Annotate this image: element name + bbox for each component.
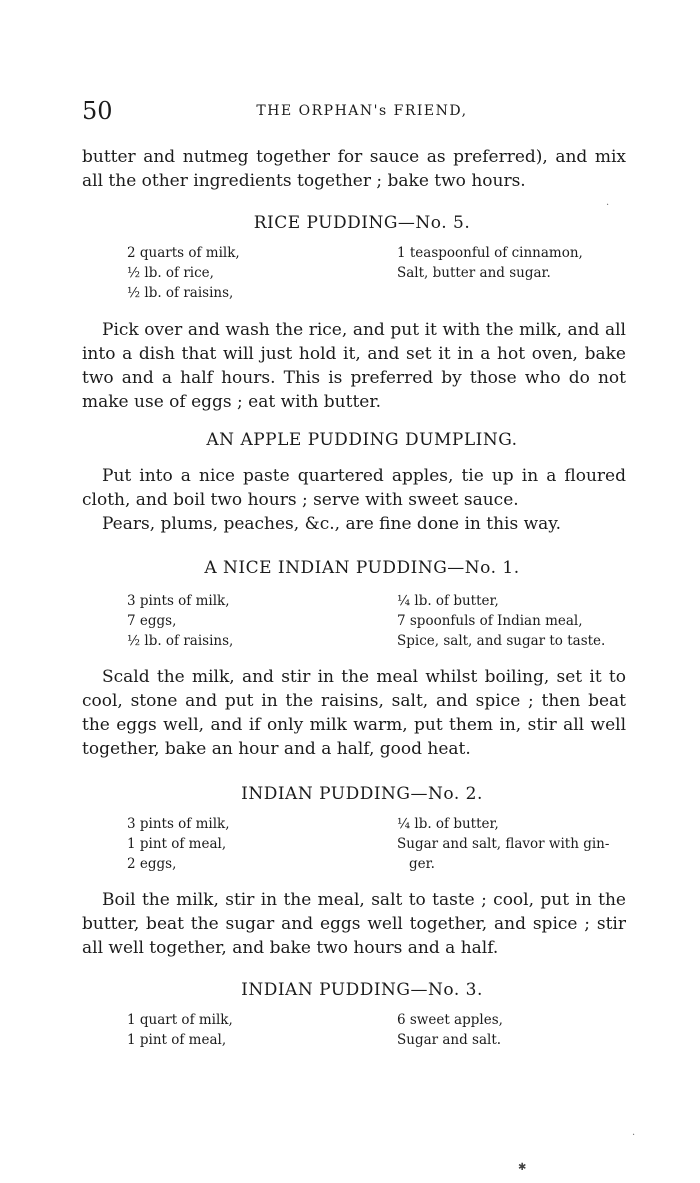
ingredient: 1 pint of meal, xyxy=(127,1032,227,1048)
ingredient: 3 pints of milk, xyxy=(127,816,230,832)
ingredient: ¼ lb. of butter, xyxy=(397,816,499,832)
page-header xyxy=(82,97,642,127)
ingredient: Salt, butter and sugar. xyxy=(397,265,551,281)
recipe-title: RICE PUDDING—No. 5. xyxy=(253,213,471,233)
recipe-title: INDIAN PUDDING—No. 2. xyxy=(241,784,483,804)
ingredient: 7 spoonfuls of Indian meal, xyxy=(397,613,583,629)
recipe-title: INDIAN PUDDING—No. 3. xyxy=(241,980,483,1000)
ingredients-right xyxy=(397,1010,503,1050)
running-title: THE ORPHAN's FRIEND, xyxy=(256,103,468,119)
ingredient: 7 eggs, xyxy=(127,613,177,629)
ingredient: 3 pints of milk, xyxy=(127,593,230,609)
ingredients-left xyxy=(127,814,230,874)
ingredient: 1 teaspoonful of cinnamon, xyxy=(397,245,583,261)
recipe-instructions: Boil the milk, stir in the meal, salt to taste ; cool, put in the butter, beat the sugar and eggs well together, and spice ; stir all well together, and bake two hours and a half. xyxy=(82,890,626,958)
ingredient: ½ lb. of raisins, xyxy=(127,285,234,301)
ingredient: ger. xyxy=(409,856,435,872)
recipe-title: A NICE INDIAN PUDDING—No. 1. xyxy=(204,558,520,578)
ingredient: 2 quarts of milk, xyxy=(127,245,240,261)
page-number: 50 xyxy=(82,97,113,125)
ingredient: 1 pint of meal, xyxy=(127,836,227,852)
ingredients-left xyxy=(127,243,240,303)
ingredients-right xyxy=(397,814,609,874)
ingredient: 6 sweet apples, xyxy=(397,1012,503,1028)
ingredient: ½ lb. of raisins, xyxy=(127,633,234,649)
ingredients-right xyxy=(397,591,605,651)
ingredients-right xyxy=(397,243,583,283)
ingredients-left xyxy=(127,1010,233,1050)
ingredient: Spice, salt, and sugar to taste. xyxy=(397,633,606,649)
ingredient: 2 eggs, xyxy=(127,856,177,872)
ingredient: Sugar and salt, flavor with gin- xyxy=(397,836,610,852)
ingredient: ½ lb. of rice, xyxy=(127,265,214,281)
recipe-note: Pears, plums, peaches, &c., are fine done in this way. xyxy=(102,514,562,534)
intro-paragraph: butter and nutmeg together for sauce as preferred), and mix all the other ingredients together ; bake two hours. xyxy=(82,147,626,191)
ingredient: ¼ lb. of butter, xyxy=(397,593,499,609)
recipe-instructions: Put into a nice paste quartered apples, tie up in a floured cloth, and boil two hours ; serve with sweet sauce. xyxy=(82,466,626,510)
recipe-title: AN APPLE PUDDING DUMPLING. xyxy=(206,430,518,450)
recipe-instructions: Pick over and wash the rice, and put it with the milk, and all into a dish that will just hold it, and set it in a hot oven, bake two and a half hours. This is preferred by those who do not make use of eggs ; eat with butter. xyxy=(82,320,626,412)
print-speck: · xyxy=(606,200,610,211)
print-speck: · xyxy=(632,1130,636,1141)
recipe-instructions: Scald the milk, and stir in the meal whilst boiling, set it to cool, stone and put in the raisins, salt, and spice ; then beat the eggs well, and if only milk warm, put them in, stir all well together, bake an hour and a half, good heat. xyxy=(82,667,626,759)
ingredient: 1 quart of milk, xyxy=(127,1012,233,1028)
print-speck: ✱ xyxy=(518,1162,527,1173)
ingredients-left xyxy=(127,591,233,651)
ingredient: Sugar and salt. xyxy=(397,1032,502,1048)
